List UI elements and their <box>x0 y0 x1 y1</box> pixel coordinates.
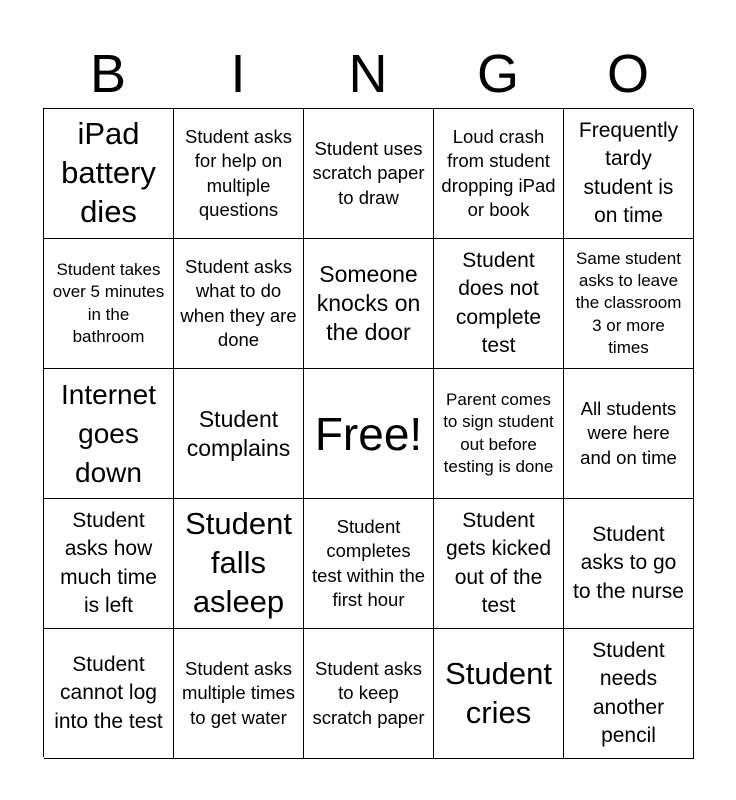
bingo-cell[interactable] <box>564 239 694 369</box>
bingo-cell[interactable] <box>174 369 304 499</box>
bingo-cell[interactable] <box>564 499 694 629</box>
bingo-cell[interactable] <box>304 239 434 369</box>
header-letter-i: I <box>230 44 246 104</box>
cell-text: All students were here and on time <box>580 398 677 468</box>
bingo-cell[interactable] <box>174 499 304 629</box>
cell-text: Student asks multiple times to get water <box>181 658 296 728</box>
header-letter-g: G <box>476 44 519 104</box>
bingo-cell[interactable] <box>564 109 694 239</box>
bingo-cell[interactable] <box>564 369 694 499</box>
cell-text: Free! <box>314 407 423 460</box>
cell-text: Student takes over 5 minutes in the bathroom <box>52 260 165 346</box>
bingo-cell[interactable] <box>434 629 564 759</box>
cell-text: Internet goes down <box>61 378 156 489</box>
bingo-board <box>43 108 693 757</box>
bingo-header <box>43 40 693 108</box>
cell-text: Student cannot log into the test <box>54 652 163 733</box>
cell-text: Frequently tardy student is on time <box>578 118 679 227</box>
bingo-cell[interactable] <box>44 369 174 499</box>
bingo-cell[interactable] <box>174 239 304 369</box>
cell-text: Student asks to keep scratch paper <box>312 658 425 728</box>
bingo-cell[interactable] <box>304 499 434 629</box>
cell-text: iPad battery dies <box>61 116 156 229</box>
cell-text: Same student asks to leave the classroom 3 or more times <box>575 249 682 357</box>
bingo-cell[interactable] <box>44 239 174 369</box>
bingo-cell[interactable] <box>174 629 304 759</box>
free-space[interactable] <box>304 369 434 499</box>
bingo-cell[interactable] <box>434 109 564 239</box>
bingo-cell[interactable] <box>44 109 174 239</box>
cell-text: Student asks what to do when they are done <box>180 256 297 350</box>
bingo-cell[interactable] <box>174 109 304 239</box>
header-letter-n: N <box>348 44 388 104</box>
cell-text: Student cries <box>445 655 552 730</box>
cell-text: Parent comes to sign student out before testing is done <box>443 390 554 476</box>
bingo-cell[interactable] <box>304 629 434 759</box>
cell-text: Student complains <box>186 405 291 461</box>
cell-text: Student falls asleep <box>185 506 292 619</box>
cell-text: Loud crash from student dropping iPad or book <box>441 126 556 220</box>
bingo-cell[interactable] <box>434 369 564 499</box>
cell-text: Student needs another pencil <box>592 638 665 747</box>
cell-text: Student does not complete test <box>455 248 542 357</box>
bingo-cell[interactable] <box>304 109 434 239</box>
header-letter-o: O <box>606 44 649 104</box>
bingo-cell[interactable] <box>44 629 174 759</box>
cell-text: Student asks for help on multiple questions <box>185 126 292 220</box>
bingo-cell[interactable] <box>44 499 174 629</box>
cell-text: Someone knocks on the door <box>316 261 421 345</box>
header-letter-b: B <box>89 44 127 104</box>
cell-text: Student uses scratch paper to draw <box>312 138 425 208</box>
bingo-cell[interactable] <box>434 499 564 629</box>
cell-text: Student completes test within the first hour <box>311 516 426 610</box>
cell-text: Student asks to go to the nurse <box>573 522 684 603</box>
cell-text: Student asks how much time is left <box>60 508 157 617</box>
bingo-cell[interactable] <box>564 629 694 759</box>
bingo-cell[interactable] <box>434 239 564 369</box>
cell-text: Student gets kicked out of the test <box>445 508 552 617</box>
